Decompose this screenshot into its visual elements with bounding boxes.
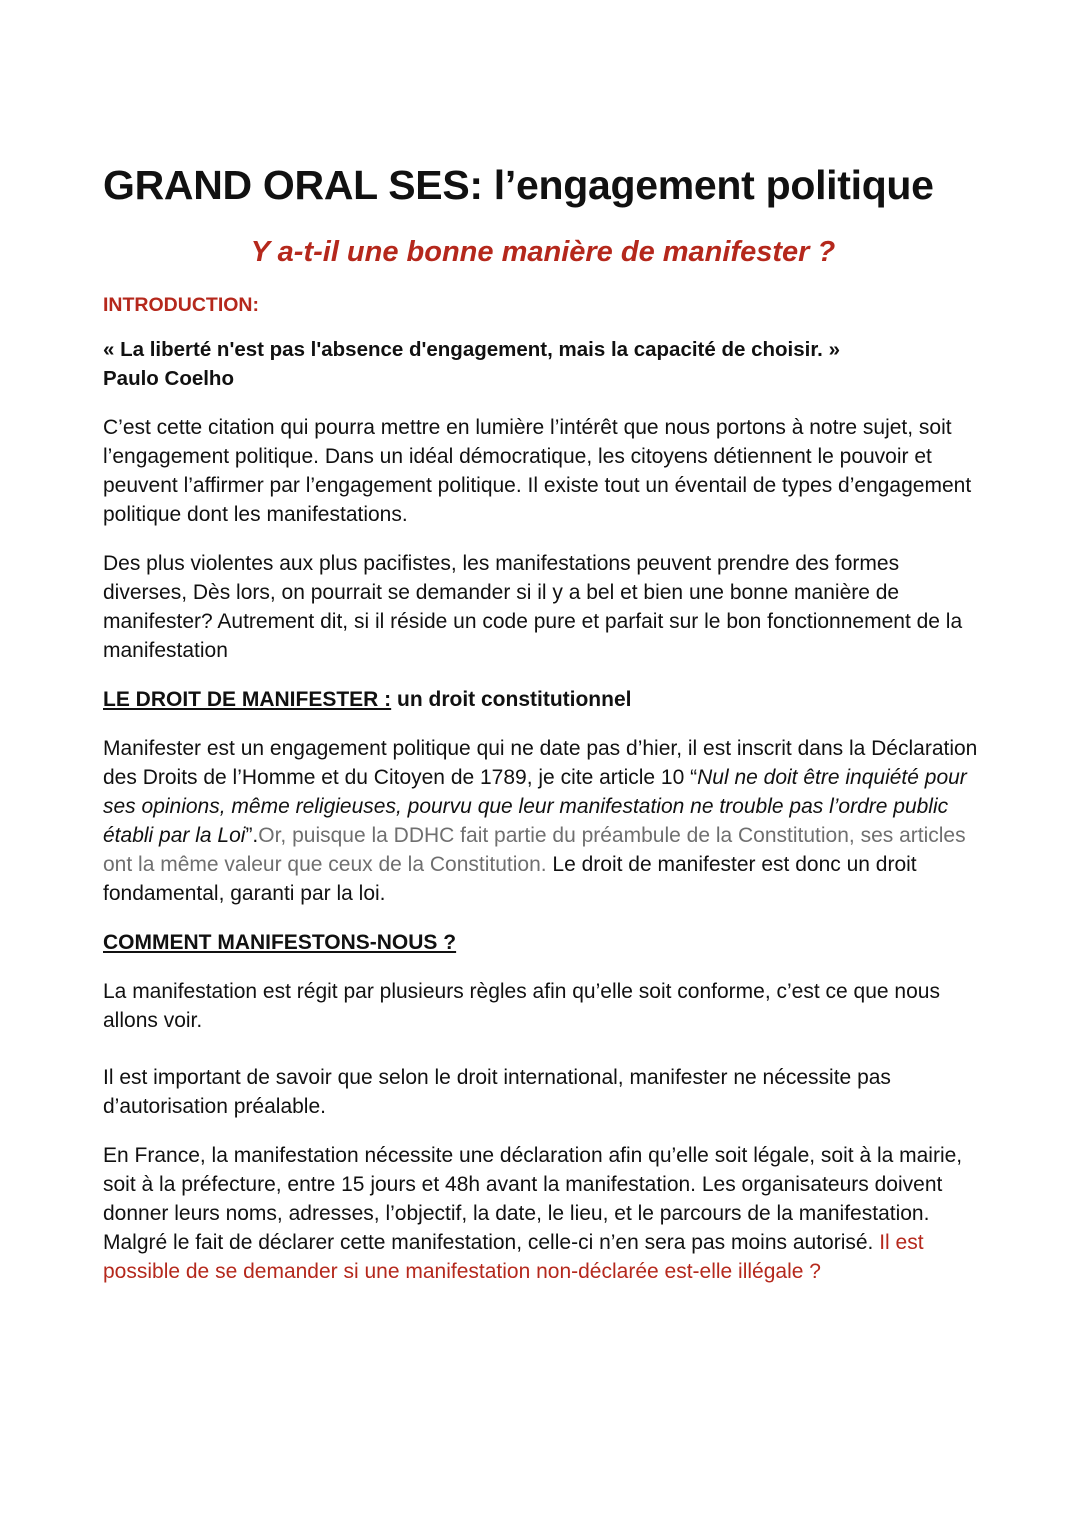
quote-text: « La liberté n'est pas l'absence d'engagement, mais la capacité de choisir. » <box>103 338 840 361</box>
section-heading-droit-underlined: LE DROIT DE MANIFESTER : <box>103 688 392 711</box>
introduction-paragraph-1: C’est cette citation qui pourra mettre en lumière l’intérêt que nous portons à notre sujet, soit l’engagement politique. Dans un idéal démocratique, les citoyens détiennent le pouvoir et peuvent l’affirmer par l’engagement politique. Il existe tout un éventail de types d’engagement politique dont les manifestations. <box>103 416 972 526</box>
document-page <box>103 158 983 1286</box>
section-heading-comment: COMMENT MANIFESTONS-NOUS ? <box>103 931 457 954</box>
comment-paragraph-3-main: En France, la manifestation nécessite une déclaration afin qu’elle soit légale, soit à la mairie, soit à la préfecture, entre 15 jours et 48h avant la manifestation. Les organisateurs doivent donner leurs noms, adresses, l’objectif, la date, le lieu, et le parcours de la manifestation. Malgré le fait de déclarer cette manifestation, celle-ci n’en sera pas moins autorisé. <box>103 1144 963 1254</box>
section-heading-droit <box>103 685 983 714</box>
droit-paragraph-end: Le droit de manifester est donc un droit fondamental, garanti par la loi. <box>103 853 917 905</box>
comment-paragraph-2: Il est important de savoir que selon le droit international, manifester ne nécessite pas d’autorisation préalable. <box>103 1066 891 1118</box>
section-heading-droit-rest: un droit constitutionnel <box>391 688 632 711</box>
introduction-paragraph-2: Des plus violentes aux plus pacifistes, les manifestations peuvent prendre des formes diverses, Dès lors, on pourrait se demander si il y a bel et bien une bonne manière de manifester? Autrement dit, si il réside un code pure et parfait sur le bon fonctionnement de la manifestation <box>103 552 963 662</box>
article-10-quote: Nul ne doit être inquiété pour ses opinions, même religieuses, pourvu que leur manifestation ne trouble pas l’ordre public établi par la Loi <box>103 766 967 847</box>
document-title: GRAND ORAL SES: l’engagement politique <box>103 162 934 208</box>
comment-paragraph-1: La manifestation est régit par plusieurs règles afin qu’elle soit conforme, c’est ce que nous allons voir. <box>103 980 940 1032</box>
droit-paragraph-grey: Or, puisque la DDHC fait partie du préambule de la Constitution, ses articles ont la même valeur que ceux de la Constitution. <box>103 824 966 876</box>
quote-author: Paulo Coelho <box>103 367 234 390</box>
droit-paragraph-start: Manifester est un engagement politique qui ne date pas d’hier, il est inscrit dans la Déclaration des Droits de l’Homme et du Citoyen de 1789, je cite article 10 “ <box>103 737 978 789</box>
comment-paragraph-3 <box>103 1141 983 1286</box>
droit-paragraph <box>103 734 983 908</box>
comment-paragraph-3-question: Il est possible de se demander si une manifestation non-déclarée est-elle illégale ? <box>103 1231 924 1283</box>
document-subtitle: Y a-t-il une bonne manière de manifester ? <box>250 236 836 268</box>
introduction-label: INTRODUCTION: <box>103 294 259 316</box>
opening-quote <box>103 335 983 393</box>
droit-paragraph-after-quote: ”. <box>245 824 259 847</box>
